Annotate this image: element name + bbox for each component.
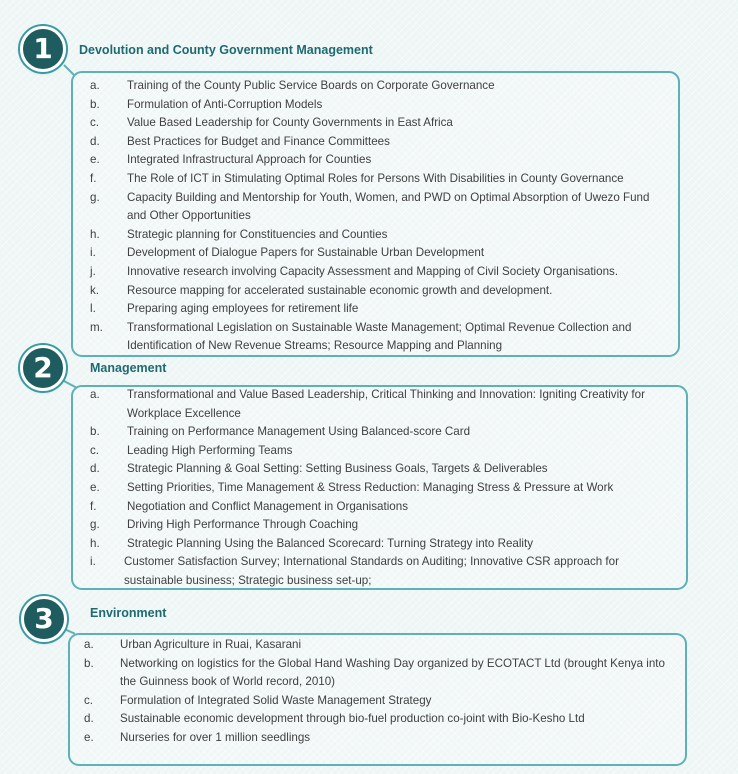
- list-item: [90, 244, 666, 263]
- item-text: Integrated Infrastructural Approach for Counties: [127, 153, 372, 167]
- item-text: Formulation of Integrated Solid Waste Management Strategy: [120, 693, 432, 707]
- item-text: Strategic Planning Using the Balanced Scorecard: Turning Strategy into Reality: [127, 536, 534, 550]
- item-marker: k.: [90, 283, 100, 297]
- item-marker: l.: [90, 302, 96, 316]
- item-text: Sustainable economic development through bio-fuel production co-joint with Bio-Kesho Ltd: [120, 712, 585, 726]
- item-text: Capacity Building and Mentorship for Youth, Women, and PWD on Optimal Absorption of Uwezo Fund and Other Opportunities: [127, 190, 650, 223]
- item-marker: i.: [90, 246, 96, 260]
- item-text: Preparing aging employees for retirement life: [127, 302, 359, 316]
- item-text: Development of Dialogue Papers for Sustainable Urban Development: [127, 246, 485, 260]
- item-marker: g.: [90, 190, 100, 204]
- item-marker: b.: [90, 425, 100, 439]
- item-marker: e.: [90, 153, 100, 167]
- list-item: [90, 498, 676, 517]
- list-item: [90, 170, 666, 189]
- item-marker: a.: [84, 638, 94, 651]
- list-item: [84, 710, 676, 729]
- item-marker: a.: [90, 388, 100, 401]
- item-marker: h.: [90, 536, 100, 550]
- item-text: Driving High Performance Through Coaching: [127, 518, 359, 532]
- list-item: [90, 423, 676, 442]
- item-text: Leading High Performing Teams: [127, 443, 293, 457]
- list-item: [90, 442, 676, 461]
- item-text: Setting Priorities, Time Management & Stress Reduction: Managing Stress & Pressure at Work: [127, 480, 614, 494]
- item-text: Customer Satisfaction Survey; International Standards on Auditing; Innovative CSR approach for sustainable business; Strategic business set-up;: [124, 555, 619, 587]
- item-marker: m.: [90, 320, 103, 334]
- item-marker: a.: [90, 79, 100, 92]
- list-item: [90, 300, 666, 319]
- item-marker: c.: [90, 443, 100, 457]
- item-marker: e.: [90, 480, 100, 494]
- list-item: [90, 479, 676, 498]
- list-item: [90, 263, 666, 282]
- item-text: Strategic planning for Constituencies and Counties: [127, 227, 388, 241]
- section-number-badge: 3: [21, 596, 67, 642]
- list-item: [84, 692, 676, 711]
- list-item: [90, 516, 676, 535]
- item-text: Best Practices for Budget and Finance Committees: [127, 134, 390, 148]
- item-text: Networking on logistics for the Global Hand Washing Day organized by ECOTACT Ltd (brought Kenya into the Guinness book of World record, 2010): [120, 656, 665, 689]
- item-text: Nurseries for over 1 million seedlings: [120, 730, 311, 744]
- item-text: Urban Agriculture in Ruai, Kasarani: [120, 638, 302, 651]
- item-marker: f.: [90, 499, 97, 513]
- item-list: [84, 636, 676, 748]
- item-marker: d.: [90, 462, 100, 476]
- list-item: [84, 655, 676, 692]
- item-marker: g.: [90, 518, 100, 532]
- item-marker: d.: [84, 712, 94, 726]
- list-item: [90, 282, 666, 301]
- item-text: Transformational and Value Based Leadership, Critical Thinking and Innovation: Igniting Creativity for Workplace Excellence: [127, 388, 645, 420]
- item-text: Negotiation and Conflict Management in Organisations: [127, 499, 408, 513]
- list-item: [90, 460, 676, 479]
- section-title: Management: [90, 361, 167, 375]
- item-text: Innovative research involving Capacity Assessment and Mapping of Civil Society Organisations.: [127, 264, 619, 278]
- list-item: [90, 151, 666, 170]
- list-item: [90, 189, 666, 226]
- item-marker: b.: [84, 656, 94, 670]
- list-item: [90, 114, 666, 133]
- item-list: [90, 386, 676, 591]
- item-text: Resource mapping for accelerated sustainable economic growth and development.: [127, 283, 553, 297]
- item-marker: b.: [90, 97, 100, 111]
- item-marker: e.: [84, 730, 94, 744]
- item-marker: j.: [90, 264, 96, 278]
- item-text: Training of the County Public Service Boards on Corporate Governance: [127, 79, 495, 92]
- item-marker: f.: [90, 171, 97, 185]
- section-number-badge: 2: [20, 345, 66, 391]
- list-item: [90, 133, 666, 152]
- item-marker: h.: [90, 227, 100, 241]
- item-marker: c.: [84, 693, 94, 707]
- list-item: [90, 386, 676, 423]
- item-text: Formulation of Anti-Corruption Models: [127, 97, 323, 111]
- item-marker: i.: [90, 555, 96, 569]
- section-title: Environment: [90, 606, 167, 620]
- item-text: Training on Performance Management Using Balanced-score Card: [127, 425, 471, 439]
- list-item: [90, 226, 666, 245]
- section-number-badge: 1: [20, 26, 66, 72]
- item-list: [90, 77, 666, 356]
- list-item: [84, 729, 676, 748]
- list-item: [90, 77, 666, 96]
- list-item: [90, 553, 676, 590]
- item-text: Value Based Leadership for County Governments in East Africa: [127, 116, 453, 130]
- item-marker: c.: [90, 116, 100, 130]
- list-item: [90, 319, 666, 356]
- list-item: [84, 636, 676, 655]
- item-text: Strategic Planning & Goal Setting: Setting Business Goals, Targets & Deliverables: [127, 462, 548, 476]
- item-marker: d.: [90, 134, 100, 148]
- item-text: The Role of ICT in Stimulating Optimal Roles for Persons With Disabilities in County Governance: [127, 171, 624, 185]
- item-text: Transformational Legislation on Sustainable Waste Management; Optimal Revenue Collection and Identification of New Revenue Streams; Resource Mapping and Planning: [127, 320, 632, 353]
- list-item: [90, 535, 676, 554]
- list-item: [90, 96, 666, 115]
- section-title: Devolution and County Government Management: [79, 43, 373, 57]
